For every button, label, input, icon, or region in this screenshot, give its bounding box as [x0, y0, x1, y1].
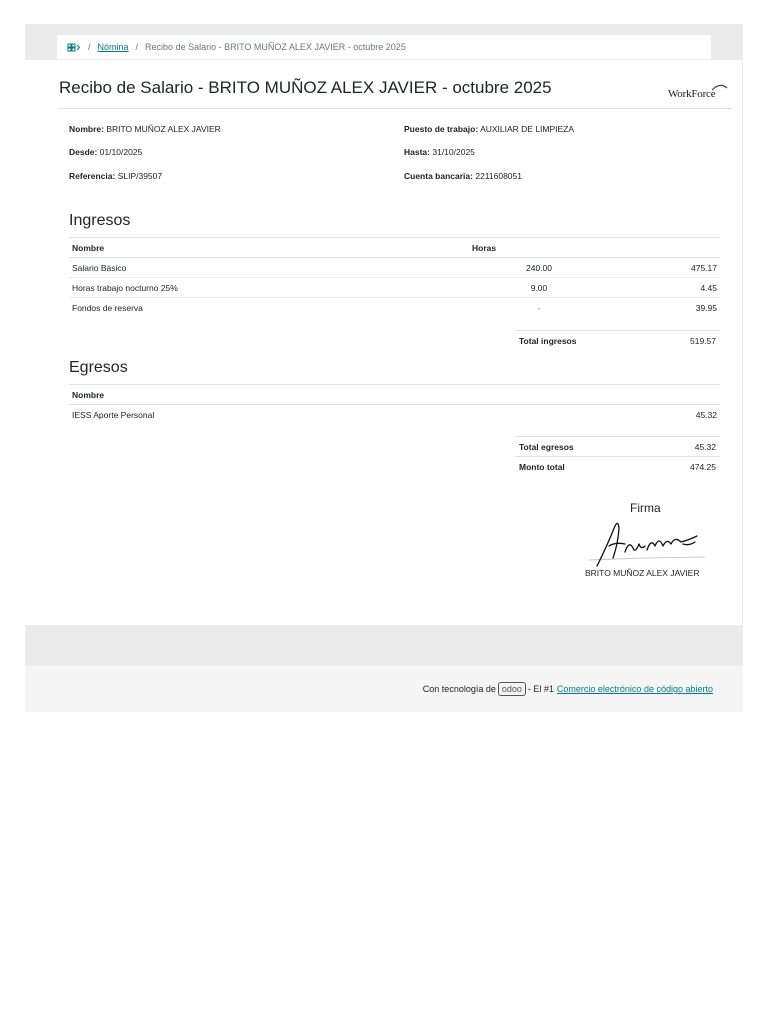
row-amount: 39.95: [695, 302, 717, 313]
col-horas: Horas: [469, 238, 609, 258]
payslip-reference: [69, 171, 162, 181]
total-ingresos-value: 519.57: [690, 335, 716, 346]
footer: [25, 666, 743, 712]
footer-prefix: Con tecnología de: [422, 684, 496, 694]
row-name: Horas trabajo nocturno 25%: [69, 278, 469, 298]
row-hours: 9.00: [469, 278, 609, 298]
row-name: Fondos de reserva: [72, 302, 143, 313]
page-title: Recibo de Salario - BRITO MUÑOZ ALEX JAVIER - octubre 2025: [59, 78, 552, 97]
row-amount: 45.32: [695, 409, 717, 420]
signature-image: [585, 516, 713, 568]
ref-label: Referencia:: [69, 171, 116, 181]
row-name: IESS Aporte Personal: [72, 409, 155, 420]
table-row: [69, 405, 720, 425]
breadcrumb-current: Recibo de Salario - BRITO MUÑOZ ALEX JAVIER - octubre 2025: [145, 42, 406, 52]
breadcrumb: [57, 35, 711, 59]
bank-label: Cuenta bancaria:: [404, 171, 473, 181]
total-egresos-label: Total egresos: [519, 441, 574, 452]
egresos-title: Egresos: [69, 359, 128, 376]
total-egresos-value: 45.32: [694, 441, 716, 452]
name-label: Nombre:: [69, 124, 104, 134]
employee-job: [404, 124, 574, 134]
from-label: Desde:: [69, 147, 98, 157]
monto-total-row: [515, 456, 720, 476]
breadcrumb-link-nomina[interactable]: Nómina: [97, 42, 129, 52]
bank-value: 2211608051: [475, 171, 522, 181]
row-hours: -: [537, 302, 541, 313]
signature-name: BRITO MUÑOZ ALEX JAVIER: [585, 568, 700, 578]
period-to: [404, 147, 475, 157]
company-logo: [668, 84, 728, 100]
to-label: Hasta:: [404, 147, 430, 157]
table-header-row: [69, 238, 720, 258]
logo-swoosh-icon: [712, 84, 728, 94]
employee-name: [69, 124, 221, 134]
ingresos-table: [69, 237, 720, 318]
total-ingresos-row: [515, 330, 720, 350]
title-divider: [58, 108, 732, 109]
total-egresos-row: [515, 436, 720, 456]
home-icon[interactable]: [67, 42, 81, 52]
period-from: [69, 147, 142, 157]
total-ingresos-label: Total ingresos: [519, 335, 577, 346]
ref-value: SLIP/39507: [117, 171, 163, 181]
col-nombre: Nombre: [69, 238, 469, 258]
name-value: BRITO MUÑOZ ALEX JAVIER: [106, 124, 221, 134]
gray-band: [25, 625, 743, 666]
monto-total-label: Monto total: [519, 461, 565, 472]
egresos-totals: [515, 436, 720, 476]
ingresos-title: Ingresos: [69, 212, 131, 229]
job-value: AUXILIAR DE LIMPIEZA: [480, 124, 575, 134]
breadcrumb-separator: /: [88, 42, 91, 52]
row-name: Salario Básico: [69, 258, 469, 278]
row-hours: 240.00: [469, 258, 609, 278]
monto-total-value: 474.25: [690, 461, 716, 472]
row-amount: 4.45: [609, 278, 720, 298]
col-amount: [609, 238, 720, 258]
row-amount: 475.17: [609, 258, 720, 278]
odoo-logo[interactable]: odoo: [498, 682, 526, 696]
job-label: Puesto de trabajo:: [404, 124, 479, 134]
col-nombre: Nombre: [69, 385, 609, 405]
table-header-row: [69, 385, 720, 405]
ingresos-totals: [515, 330, 720, 350]
logo-text: WorkForce: [668, 88, 716, 100]
table-row: [69, 298, 720, 318]
footer-link[interactable]: Comercio electrónico de código abierto: [556, 684, 713, 694]
egresos-table: [69, 384, 720, 425]
table-row: [69, 258, 720, 278]
col-amount: [609, 385, 720, 405]
footer-middle: - El #1: [527, 684, 554, 694]
breadcrumb-separator: /: [135, 42, 139, 52]
to-value: 31/10/2025: [432, 147, 475, 157]
table-row: [69, 278, 720, 298]
powered-by: [423, 682, 713, 696]
signature-label: Firma: [630, 501, 661, 515]
from-value: 01/10/2025: [99, 147, 143, 157]
bank-account: [404, 171, 522, 181]
